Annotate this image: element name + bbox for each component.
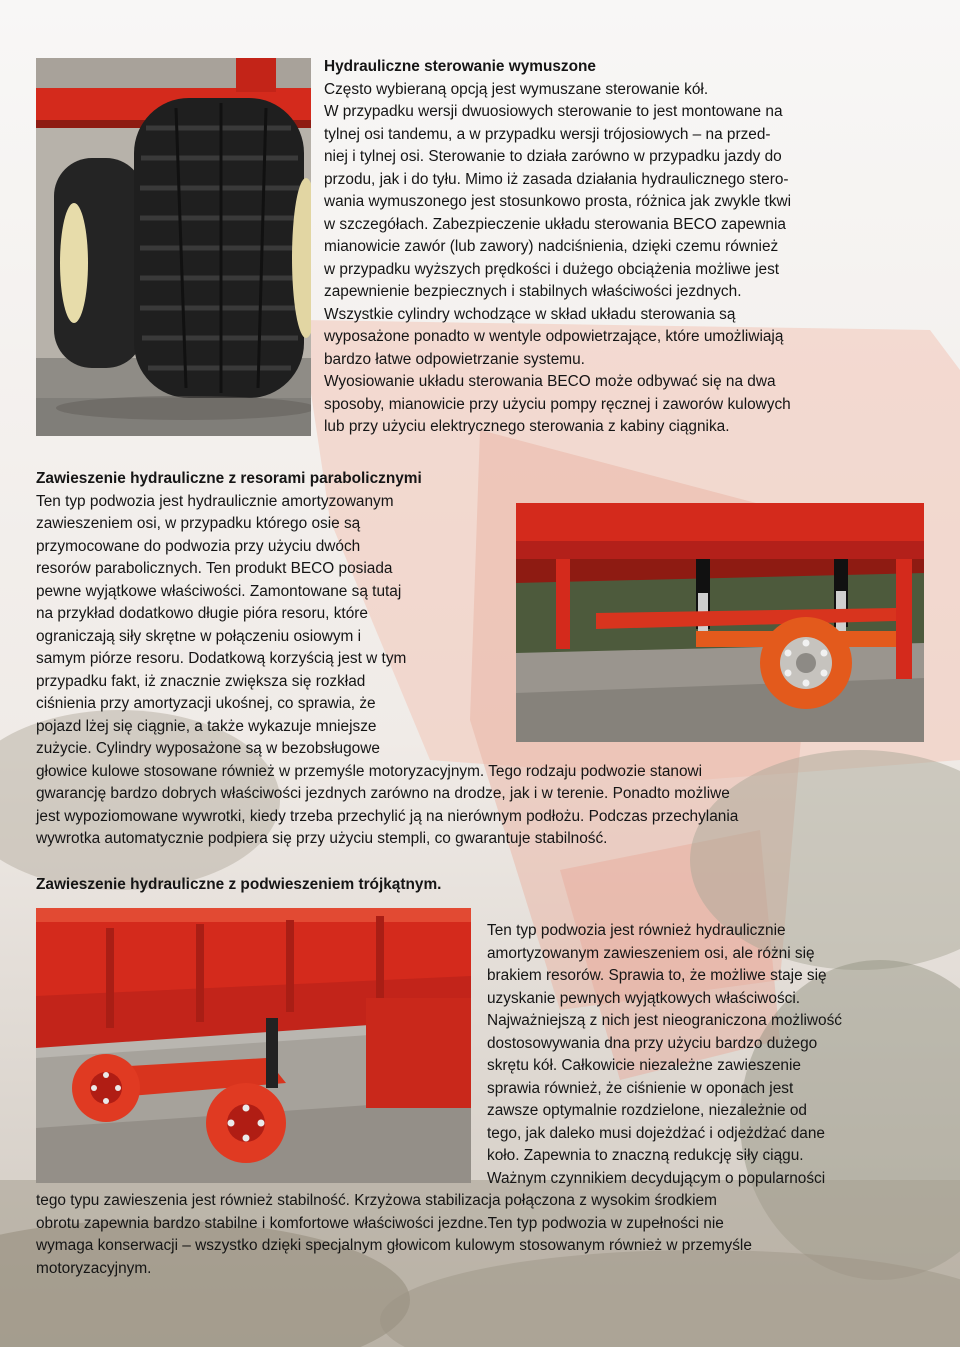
text-line: gwarancję bardzo dobrych właściwości jezdnych zarówno na drodze, jak i w terenie. Ponadto możliwe [36,785,730,802]
text-line: obrotu zapewnia bardzo stabilne i komfortowe właściwości jezdne.Ten typ podwozia w zupełności nie [36,1214,724,1232]
text-line: Często wybieraną opcją jest wymuszane sterowanie kół. [324,80,709,98]
photo-triangular-suspension [36,908,471,1183]
text-line: Wszystkie cylindry wchodzące w skład układu sterowania są [324,305,736,323]
text-line: pewne wyjątkowe właściwości. Zamontowane są tutaj [36,582,402,600]
text-line: wymaga konserwacji – wszystko dzięki specjalnym głowicom kulowym stosowanym również w przemyśle [36,1237,752,1254]
text-line: tylnej osi tandemu, a w przypadku wersji trójosiowych – na przed- [324,125,771,143]
text-line: tego typu zawieszenia jest również stabilność. Krzyżowa stabilizacja połączona z wysokim środkiem [36,1192,717,1209]
text-line: jest wypoziomowane wywrotki, kiedy trzeba przechylić ją na nierównym podłożu. Podczas przechylania [36,807,739,825]
text-line: przypadku fakt, iż znacznie zwiększa się rozkład [36,672,366,690]
section-triangular-heading [36,874,916,897]
text-line: motoryzacyjnym. [36,1259,152,1277]
text-line: dostosowywania dna przy użyciu bardzo dużego [487,1034,818,1052]
text-line: skrętu kół. Całkowicie niezależne zawieszenie [487,1057,801,1074]
text-line: Wyosiowanie układu sterowania BECO może odbywać się na dwa [324,373,776,390]
photo-tyres [36,58,311,436]
text-line: wyposażone ponadto w wentyle odpowietrzające, które umożliwiają [324,328,784,345]
text-line: mianowicie zawór (lub zawory) nadciśnienia, dzięki czemu również [324,238,779,255]
text-line: wania wymuszonego jest stosunkowo prosta, różnica jak zwykle tkwi [324,193,792,210]
text-line: zapewnienie bezpiecznych i stabilnych właściwości jezdnych. [324,283,742,300]
text-line: bardzo łatwe odpowietrzanie systemu. [324,350,585,368]
text-line: uzyskanie pewnych wyjątkowych właściwości. [487,989,801,1007]
text-line: niej i tylnej osi. Sterowanie to działa zarówno w przypadku jazdy do [324,148,782,165]
text-line: koło. Zapewnia to znaczną redukcję siły ciągu. [487,1147,804,1164]
text-line: w przypadku wyższych prędkości i dużego obciążenia możliwe jest [324,260,780,278]
text-line: sposoby, mianowicie przy użyciu pompy ręcznej i zaworów kulowych [324,395,791,413]
text-line: na przykład dodatkowo długie pióra resoru, które [36,605,368,622]
text-line: Ten typ podwozia jest hydraulicznie amortyzowanym [36,492,394,510]
text-line: ograniczają siły skrętne w połączeniu osiowym i [36,627,362,645]
text-line: brakiem resorów. Sprawia to, że możliwe staje się [487,967,827,984]
section-triangular-suspension [487,920,927,1190]
heading-parabolic-suspension: Zawieszenie hydrauliczne z resorami parabolicznymi [36,470,422,487]
heading-hydraulic-steering: Hydrauliczne sterowanie wymuszone [324,58,596,75]
text-line: W przypadku wersji dwuosiowych sterowanie to jest montowane na [324,103,783,120]
section-hydraulic-steering [324,56,924,439]
text-line: głowice kulowe stosowane również w przemyśle motoryzacyjnym. Tego rodzaju podwozie stanowi [36,762,703,780]
text-line: w szczegółach. Zabezpieczenie układu sterowania BECO zapewnia [324,215,786,233]
text-line: Ten typ podwozia jest również hydraulicznie [487,922,786,939]
text-line: wywrotka automatycznie podpiera się przy użyciu stempli, co gwarantuje stabilność. [36,830,608,847]
text-line: samym piórze resoru. Dodatkową korzyścią jest w tym [36,650,407,667]
text-line: sprawia również, że ciśnienie w oponach jest [487,1079,794,1097]
text-line: zawieszeniem osi, w przypadku którego osie są [36,515,361,532]
text-line: przymocowane do podwozia przy użyciu dwóch [36,537,361,555]
text-line: tego, jak daleko musi dojeżdżać i odjeżdżać dane [487,1124,825,1142]
text-line: pojazd lżej się ciągnie, a także wykazuje mniejsze [36,717,377,735]
text-line: Ważnym czynnikiem decydującym o popularności [487,1169,826,1187]
section-triangular-suspension-continued [36,1190,936,1280]
text-line: Najważniejszą z nich jest nieograniczona możliwość [487,1012,842,1029]
text-line: zużycie. Cylindry wyposażone są w bezobsługowe [36,740,380,757]
text-line: resorów parabolicznych. Ten produkt BECO posiada [36,560,393,577]
text-line: ciśnienia przy amortyzacji ukośnej, co sprawia, że [36,695,376,712]
section-parabolic-suspension [36,468,916,851]
text-line: lub przy użyciu elektrycznego sterowania z kabiny ciągnika. [324,418,730,435]
text-line: przodu, jak i do tyłu. Mimo iż zasada działania hydraulicznego stero- [324,170,789,188]
text-line: amortyzowanym zawieszeniem osi, ale różni się [487,944,815,962]
text-line: zawsze optymalnie rozdzielone, niezależnie od [487,1102,807,1119]
heading-triangular-suspension: Zawieszenie hydrauliczne z podwieszeniem trójkątnym. [36,876,442,893]
